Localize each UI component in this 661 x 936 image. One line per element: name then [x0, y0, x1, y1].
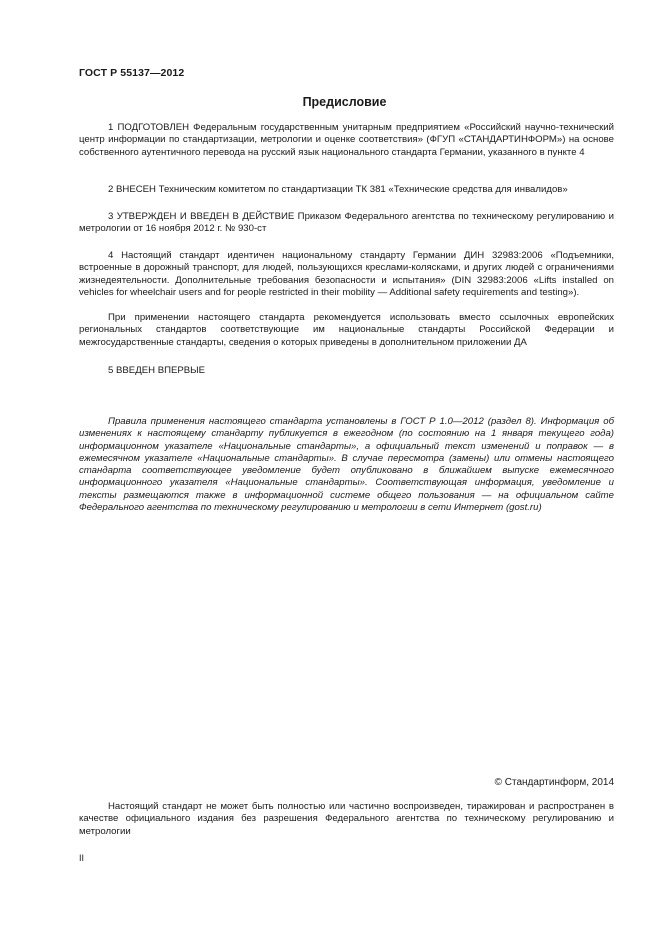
- page-title: Предисловие: [302, 95, 387, 109]
- copyright-line: © Стандартинформ, 2014: [494, 777, 614, 788]
- usage-notice: Правила применения настоящего стандарта установлены в ГОСТ Р 1.0—2012 (раздел 8). Информация об изменениях к настоящему стандарту публикуется в ежегодном (по состоянию на 1 января текущего года) информационном указателе «Национальные стандарты», а официальный текст изменений и поправок — в ежемесячном указателе «Национальные стандарты». В случае пересмотра (замены) или отмены настоящего стандарта соответствующее уведомление будет опубликовано в ближайшем выпуске ежемесячного информационного указателя «Национальные стандарты». Соответствующая информация, уведомление и тексты размещаются также в информационной системе общего пользования — на официальном сайте Федерального агентства по техническому регулированию и метрологии в сети Интернет (gost.ru): [79, 416, 614, 514]
- paragraph-4: 4 Настоящий стандарт идентичен национальному стандарту Германии ДИН 32983:2006 «Подъемники, встроенные в дорожный транспорт, для людей, пользующихся креслами-колясками, и других людей с ограничениями жизнедеятельности. Дополнительные требования безопасности и испытания» (DIN 32983:2006 «Lifts installed on vehicles for wheelchair users and for people restricted in their mobility — Additional safety requirements and testing»).: [79, 250, 614, 298]
- reproduction-notice: Настоящий стандарт не может быть полностью или частично воспроизведен, тиражирован и распространен в качестве официального издания без разрешения Федерального агентства по техническому регулированию и метрологии: [79, 801, 614, 837]
- paragraph-1: 1 ПОДГОТОВЛЕН Федеральным государственным унитарным предприятием «Российский научно-технический центр информации по стандартизации, метрологии и оценке соответствия» (ФГУП «СТАНДАРТИНФОРМ») на основе собственного аутентичного перевода на русский язык национального стандарта Германии, указанного в пункте 4: [79, 122, 614, 158]
- paragraph-4-note: При применении настоящего стандарта рекомендуется использовать вместо ссылочных европейских региональных стандартов соответствующие им национальные стандарты Российской Федерации и межгосударственные стандарты, сведения о которых приведены в дополнительном приложении ДА: [79, 312, 614, 348]
- paragraph-2: 2 ВНЕСЕН Техническим комитетом по стандартизации ТК 381 «Технические средства для инвалидов»: [108, 184, 568, 195]
- paragraph-5: 5 ВВЕДЕН ВПЕРВЫЕ: [108, 365, 206, 376]
- document-code-header: ГОСТ Р 55137—2012: [79, 67, 185, 79]
- page-number: II: [79, 853, 85, 863]
- paragraph-3: 3 УТВЕРЖДЕН И ВВЕДЕН В ДЕЙСТВИЕ Приказом Федерального агентства по техническому регулированию и метрологии от 16 ноября 2012 г. № 930-ст: [79, 211, 614, 235]
